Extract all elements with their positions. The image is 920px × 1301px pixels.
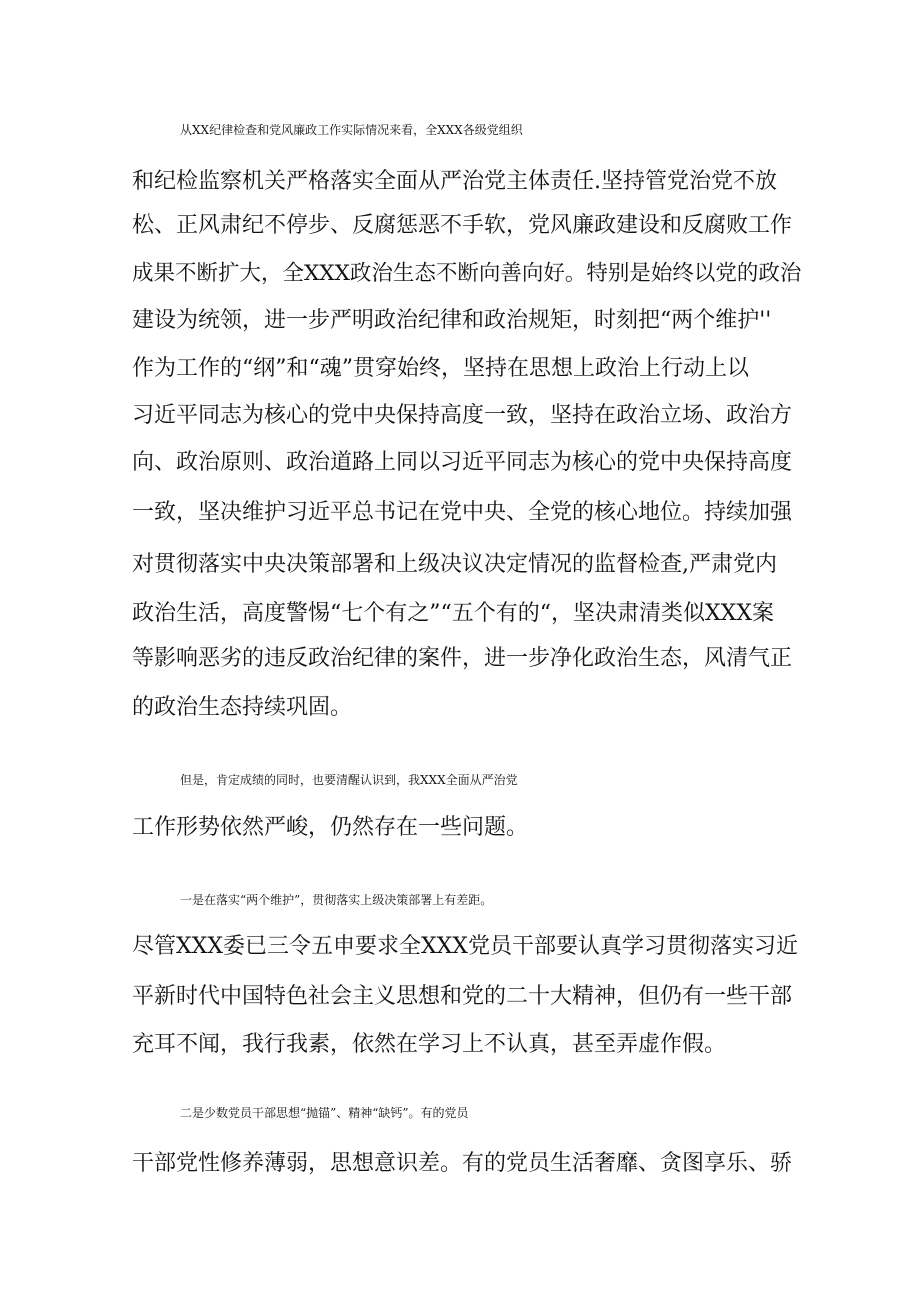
paragraph-3-line-1: 一是在落实“两个维护”，贯彻落实上级决策部署上有差距。 — [180, 893, 493, 907]
paragraph-3-line-2: 尽管XXX委已三令五申要求全XXX党员干部要认真学习贯彻落实习近 — [132, 934, 798, 959]
paragraph-2-line-1: 但是，肯定成绩的同时，也要清醒认识到，我XXX全面从严治党 — [180, 773, 518, 787]
paragraph-1-line-13: 的政治生态持续巩固。 — [132, 695, 353, 720]
paragraph-1-line-7: 习近平同志为核心的党中央保持高度一致，坚持在政治立场、政治方 — [132, 403, 793, 428]
paragraph-1-line-6: 作为工作的“纲”和“魂”贯穿始终，坚持在思想上政治上行动上以 — [132, 356, 749, 381]
paragraph-1-line-10: 对贯彻落实中央决策部署和上级决议决定情况的监督检查,严肃党内 — [132, 552, 777, 577]
paragraph-3-line-3: 平新时代中国特色社会主义思想和党的二十大精神，但仍有一些干部 — [132, 984, 793, 1009]
paragraph-1-line-1: 从XX纪律检查和党风廉政工作实际情况来看，全XXX各级党组织 — [180, 123, 523, 137]
paragraph-1-line-12: 等影响恶劣的违反政治纪律的案件，进一步净化政治生态，风清气正 — [132, 646, 793, 671]
paragraph-1-line-8: 向、政治原则、政治道路上同以习近平同志为核心的党中央保持高度 — [132, 450, 793, 475]
paragraph-1-line-5: 建设为统领，进一步严明政治纪律和政治规矩，时刻把“两个维护'' — [132, 308, 772, 333]
paragraph-1-line-9: 一致，坚决维护习近平总书记在党中央、全党的核心地位。持续加强 — [132, 500, 793, 525]
paragraph-1-line-2: 和纪检监察机关严格落实全面从严治党主体责任.坚持管党治党不放 — [132, 169, 777, 194]
paragraph-3-line-4: 充耳不闻，我行我素，依然在学习上不认真，甚至弄虚作假。 — [132, 1032, 727, 1057]
paragraph-2-line-2: 工作形势依然严峻，仍然存在一些问题。 — [132, 815, 529, 840]
paragraph-4-line-1: 二是少数党员干部思想“抛锚”、精神“缺钙”。有的党员 — [180, 1106, 469, 1120]
paragraph-1-line-3: 松、正风肃纪不停步、反腐惩恶不手软，党风廉政建设和反腐败工作 — [132, 213, 793, 238]
paragraph-1-line-11: 政治生活，高度警惕“七个有之”“五个有的“，坚决肃清类似XXX案 — [132, 601, 774, 626]
paragraph-1-line-4: 成果不断扩大，全XXX政治生态不断向善向好。特别是始终以党的政治 — [132, 261, 802, 286]
paragraph-4-line-2: 干部党性修养薄弱，思想意识差。有的党员生活奢靡、贪图享乐、骄 — [132, 1151, 793, 1176]
